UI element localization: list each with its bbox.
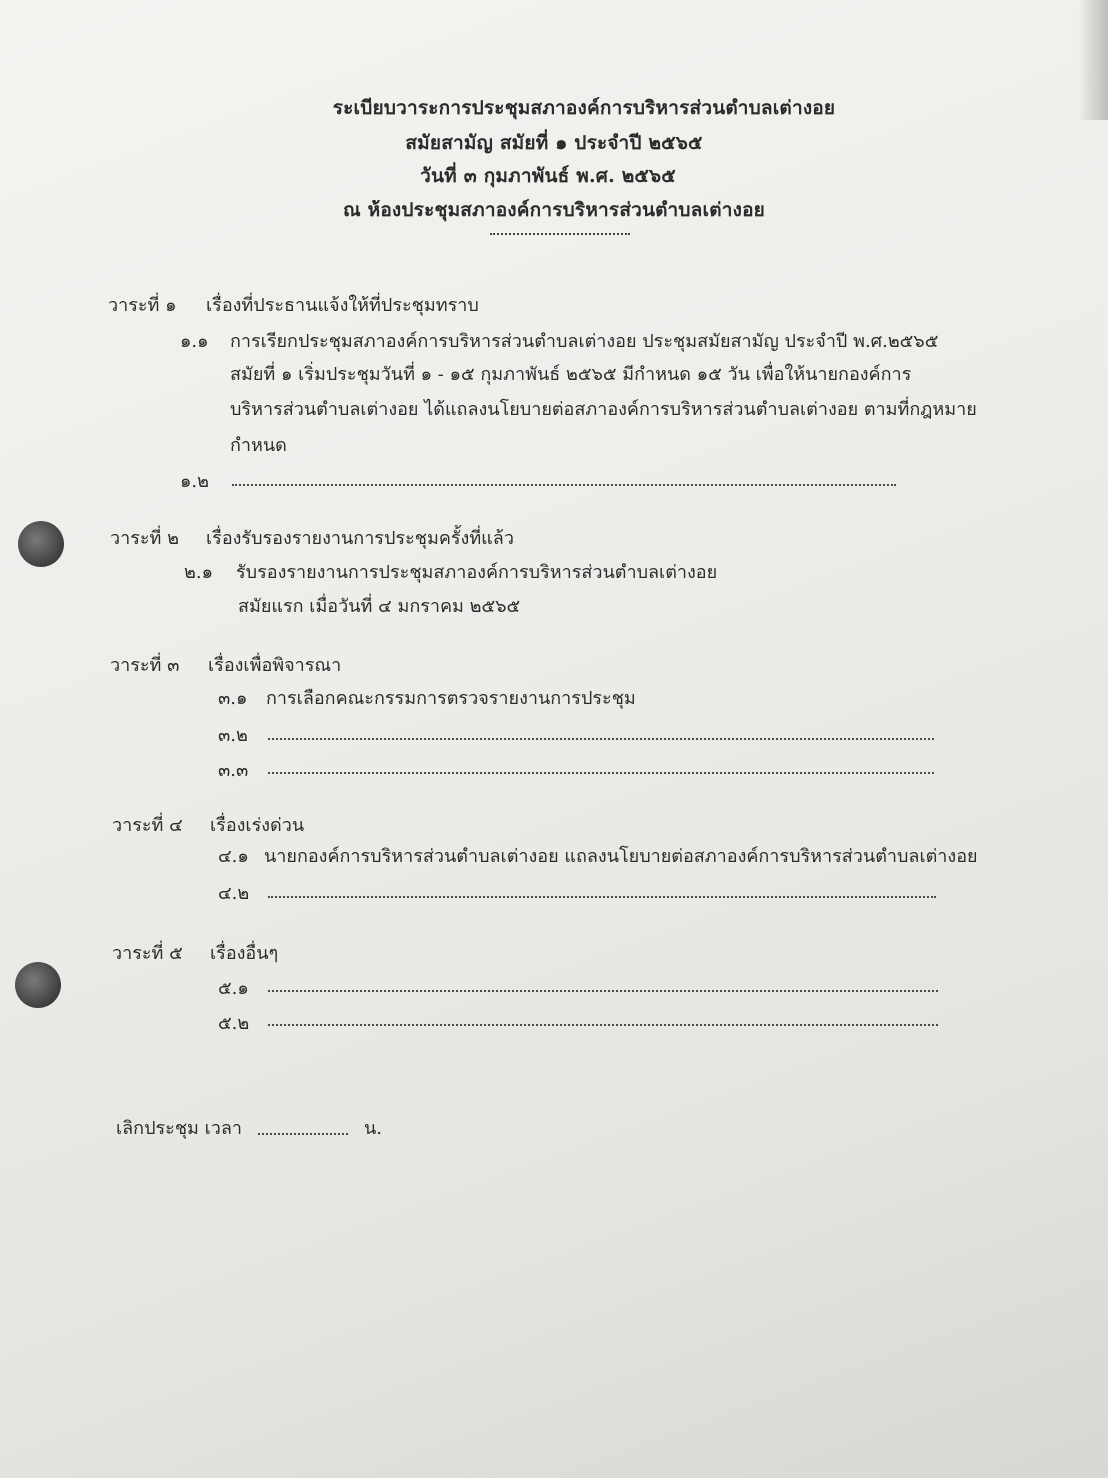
- doc-session: สมัยสามัญ สมัยที่ ๑ ประจำปี ๒๕๖๕: [405, 132, 703, 154]
- item-number: ๓.๓: [218, 760, 249, 781]
- item-number: ๔.๑: [218, 846, 249, 867]
- item-text-line: กำหนด: [230, 435, 287, 456]
- closing-time-blank: [258, 1133, 348, 1135]
- doc-date: วันที่ ๓ กุมภาพันธ์ พ.ศ. ๒๕๖๕: [420, 165, 676, 187]
- closing-label: เลิกประชุม เวลา: [116, 1118, 243, 1139]
- agenda-3-title: เรื่องเพื่อพิจารณา: [208, 655, 342, 676]
- doc-venue: ณ ห้องประชุมสภาองค์การบริหารส่วนตำบลเต่างอย: [342, 199, 766, 221]
- blank-dotted-line: [268, 990, 938, 992]
- item-number: ๑.๑: [180, 331, 209, 352]
- item-text-line: นายกองค์การบริหารส่วนตำบลเต่างอย แถลงนโยบายต่อสภาองค์การบริหารส่วนตำบลเต่างอย: [264, 846, 978, 867]
- doc-title: ระเบียบวาระการประชุมสภาองค์การบริหารส่วนตำบลเต่างอย: [332, 97, 836, 119]
- agenda-4-label: วาระที่ ๔: [112, 815, 183, 836]
- item-text-line: การเรียกประชุมสภาองค์การบริหารส่วนตำบลเต่างอย ประชุมสมัยสามัญ ประจำปี พ.ศ.๒๕๖๕: [230, 331, 939, 352]
- item-number: ๕.๒: [218, 1013, 250, 1034]
- punch-hole-bottom: [15, 962, 61, 1008]
- blank-dotted-line: [268, 772, 934, 774]
- blank-dotted-line: [268, 1024, 938, 1026]
- item-number: ๔.๒: [218, 883, 250, 904]
- header-dotted-rule: [490, 233, 630, 235]
- item-text-line: บริหารส่วนตำบลเต่างอย ได้แถลงนโยบายต่อสภาองค์การบริหารส่วนตำบลเต่างอย ตามที่กฎหมาย: [230, 399, 977, 420]
- item-number: ๓.๑: [218, 688, 248, 709]
- agenda-2-title: เรื่องรับรองรายงานการประชุมครั้งที่แล้ว: [206, 528, 514, 549]
- blank-dotted-line: [232, 484, 896, 486]
- item-text-line: รับรองรายงานการประชุมสภาองค์การบริหารส่วนตำบลเต่างอย: [236, 562, 718, 583]
- agenda-1-title: เรื่องที่ประธานแจ้งให้ที่ประชุมทราบ: [206, 295, 479, 316]
- item-text-line: สมัยแรก เมื่อวันที่ ๔ มกราคม ๒๕๖๕: [238, 596, 521, 617]
- item-number: ๑.๒: [180, 471, 210, 492]
- blank-dotted-line: [268, 896, 936, 898]
- agenda-5-label: วาระที่ ๕: [112, 943, 183, 964]
- item-text-line: สมัยที่ ๑ เริ่มประชุมวันที่ ๑ - ๑๕ กุมภาพันธ์ ๒๕๖๕ มีกำหนด ๑๕ วัน เพื่อให้นายกองค์การ: [230, 364, 912, 385]
- punch-hole-top: [18, 521, 64, 567]
- agenda-2-label: วาระที่ ๒: [110, 528, 180, 549]
- closing-unit: น.: [364, 1118, 383, 1139]
- agenda-5-title: เรื่องอื่นๆ: [210, 943, 279, 964]
- item-text-line: การเลือกคณะกรรมการตรวจรายงานการประชุม: [266, 688, 636, 709]
- agenda-1-label: วาระที่ ๑: [108, 295, 177, 316]
- item-number: ๒.๑: [184, 562, 214, 583]
- agenda-3-label: วาระที่ ๓: [110, 655, 180, 676]
- blank-dotted-line: [268, 738, 934, 740]
- item-number: ๓.๒: [218, 725, 248, 746]
- agenda-4-title: เรื่องเร่งด่วน: [210, 815, 305, 836]
- item-number: ๕.๑: [218, 978, 249, 999]
